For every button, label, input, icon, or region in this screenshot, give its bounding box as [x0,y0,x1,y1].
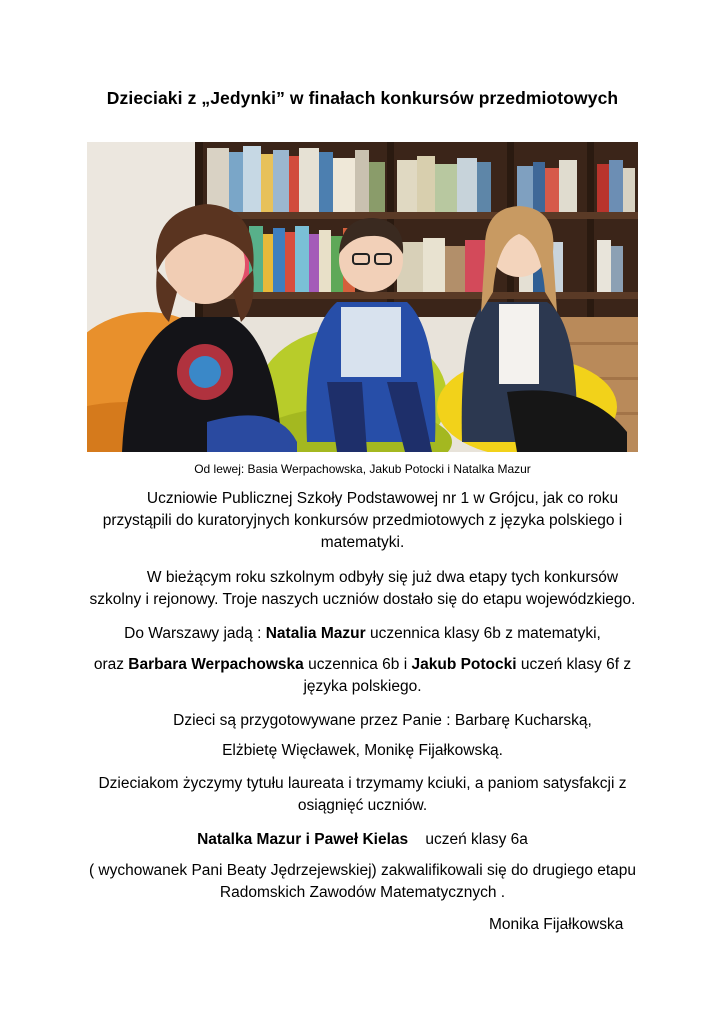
paragraph-radom [60,860,665,904]
student-name: Jakub Potocki [411,656,517,673]
photo-caption: Od lewej: Basia Werpachowska, Jakub Potocki i Natalka Mazur [194,462,531,476]
text-span: uczeń klasy 6f z [516,656,632,673]
text-line: szkolny i rejonowy. Troje naszych uczniów dostało się do etapu wojewódzkiego. [89,591,636,608]
text-line: języka polskiego. [303,678,422,695]
text-line: Radomskich Zawodów Matematycznych . [219,884,506,901]
text-line: Elżbietę Więcławek, Monikę Fijałkowską. [222,742,503,759]
paragraph-radom-names [60,829,665,851]
student-name: Natalka Mazur i Paweł Kielas [197,831,409,848]
text-line: ( wychowanek Pani Beaty Jędrzejewskiej) zakwalifikowali się do drugiego etapu [88,862,637,879]
paragraph-teachers [60,710,665,732]
text-line: osiągnięć uczniów. [297,797,428,814]
text-line: przystąpili do kuratoryjnych konkursów przedmiotowych z języka polskiego i [102,512,623,529]
paragraph-teachers-cont [60,740,665,762]
text-span: uczennica klasy 6b z matematyki, [365,625,601,642]
text-line: Dzieciakom życzymy tytułu laureata i trzymamy kciuki, a paniom satysfakcji z [98,775,627,792]
text-line [60,623,665,645]
text-line: Uczniowie Publicznej Szkoły Podstawowej nr 1 w Grójcu, jak co roku [146,490,619,507]
article-title: Dzieciaki z „Jedynki” w finałach konkursów przedmiotowych [106,88,619,108]
text-span: uczeń klasy 6a [408,831,528,848]
text-line: Dzieci są przygotowywane przez Panie : Barbarę Kucharską, [173,712,592,729]
paragraph-polish [60,654,665,698]
paragraph-warsaw [60,623,665,645]
students-photo [87,142,638,452]
text-span: uczennica 6b i [303,656,412,673]
student-name: Barbara Werpachowska [128,656,304,673]
author-signature: Monika Fijałkowska [489,916,624,933]
text-line [60,829,665,851]
text-line: matematyki. [320,534,405,551]
text-line [60,654,665,676]
student-name: Natalia Mazur [265,625,366,642]
text-span: Do Warszawy jadą : [124,625,266,642]
text-span: oraz [93,656,129,673]
paragraph-stages [60,567,665,611]
paragraph-intro [60,488,665,554]
paragraph-wishes [60,773,665,817]
text-line: W bieżącym roku szkolnym odbyły się już dwa etapy tych konkursów [146,569,619,586]
